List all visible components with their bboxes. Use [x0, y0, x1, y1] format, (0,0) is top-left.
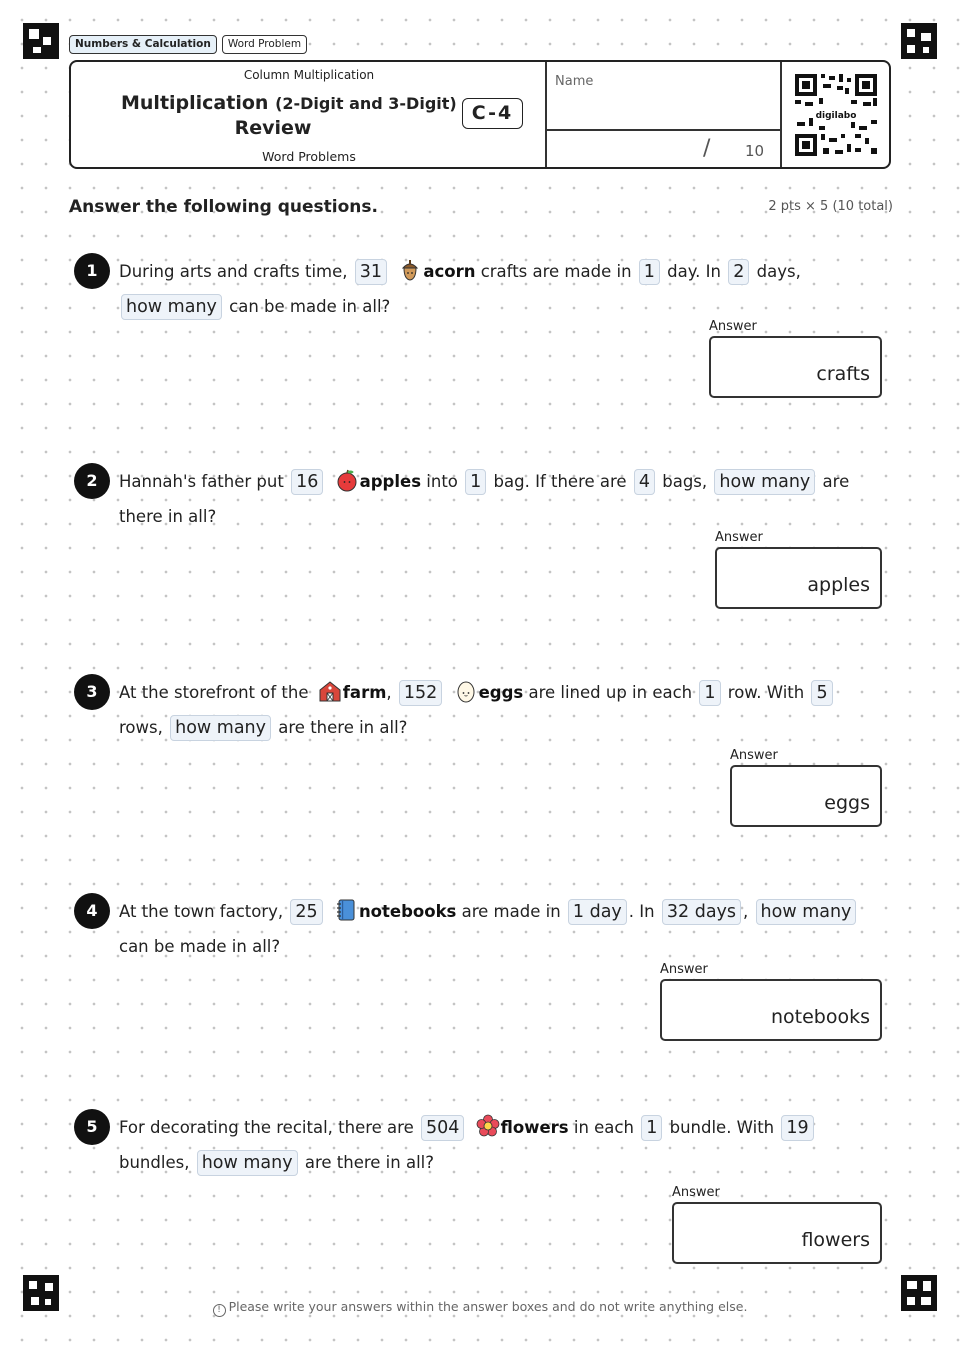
q3-text-part: rows, — [119, 718, 163, 737]
q2-number-box: 1 — [465, 469, 486, 495]
title-main: Multiplication — [121, 92, 269, 114]
q1-number-box: 1 — [639, 259, 660, 285]
q5-text-part: For decorating the recital, there are — [119, 1118, 414, 1137]
q3-number-box: 5 — [811, 680, 832, 706]
q1-number-box: 2 — [728, 259, 749, 285]
q5-text-part: bundle. With — [669, 1118, 775, 1137]
tag-word-problem: Word Problem — [222, 35, 307, 54]
info-icon: ! — [213, 1304, 226, 1317]
q5-number-box: 19 — [781, 1115, 813, 1141]
instructions: Answer the following questions. — [69, 197, 378, 217]
question-number-3: 3 — [74, 674, 110, 710]
q3-item-name: eggs — [478, 683, 524, 702]
q1-number-box: 31 — [355, 259, 387, 285]
q5-number-box: 1 — [641, 1115, 662, 1141]
title-small: (2-Digit and 3-Digit) — [275, 94, 457, 113]
answer-box-3[interactable] — [730, 765, 882, 827]
q1-item-name: acorn — [423, 262, 476, 281]
question-1-text — [119, 254, 879, 324]
worksheet-section: Word Problems — [262, 149, 356, 164]
worksheet-title — [121, 90, 457, 117]
acorn-icon — [398, 258, 422, 282]
apple-icon — [335, 468, 359, 492]
q4-text-part: , — [743, 902, 749, 921]
question-number-5: 5 — [74, 1109, 110, 1145]
q2-number-box: 16 — [291, 469, 323, 495]
q1-text-part: days, — [756, 262, 801, 281]
question-4-text — [119, 894, 879, 964]
q1-text-part: During arts and crafts time, — [119, 262, 348, 281]
q5-item-name: flowers — [500, 1118, 569, 1137]
barn-icon — [318, 679, 342, 703]
score-total: 10 — [745, 142, 765, 160]
q4-number-box: 25 — [290, 899, 322, 925]
q5-how-many-box: how many — [197, 1150, 298, 1176]
q3-text-part: are there in all? — [278, 718, 408, 737]
q2-how-many-box: how many — [714, 469, 815, 495]
q4-text-part: . In — [628, 902, 655, 921]
question-number-2: 2 — [74, 463, 110, 499]
notebook-icon — [334, 898, 358, 922]
q3-number-box: 1 — [699, 680, 720, 706]
answer-box-4[interactable] — [660, 979, 882, 1041]
answer-label-3: Answer — [730, 748, 778, 763]
tag-numbers-calculation: Numbers & Calculation — [69, 35, 217, 54]
qr-label: digilabo — [815, 111, 857, 121]
q2-item-name: apples — [359, 472, 422, 491]
worksheet-code: C-4 — [462, 98, 523, 129]
q4-number-box: 1 day — [568, 899, 627, 925]
answer-unit-5: flowers — [801, 1229, 870, 1251]
corner-marker-top-right — [901, 23, 937, 59]
answer-label-1: Answer — [709, 319, 757, 334]
q2-text-part: into — [426, 472, 458, 491]
worksheet-header — [69, 60, 891, 169]
q3-text-part: row. With — [727, 683, 805, 702]
q3-how-many-box: how many — [170, 715, 271, 741]
question-5-text — [119, 1110, 879, 1180]
q3-text-part: are lined up in each — [528, 683, 693, 702]
egg-icon — [454, 679, 478, 703]
question-2-text — [119, 464, 879, 534]
answer-label-5: Answer — [672, 1185, 720, 1200]
q4-number-box: 32 days — [662, 899, 741, 925]
q2-text-part: bag. If there are — [493, 472, 627, 491]
q4-item-name: notebooks — [358, 902, 457, 921]
q3-number-box: 152 — [399, 680, 442, 706]
q5-text-part: are there in all? — [304, 1153, 435, 1172]
q4-text-part: can be made in all? — [119, 937, 281, 956]
q4-text-part: At the town factory, — [119, 902, 284, 921]
q2-text-part: Hannah's father put — [119, 472, 284, 491]
q1-text-part: crafts are made in — [480, 262, 632, 281]
answer-box-2[interactable] — [715, 547, 882, 609]
q5-number-box: 504 — [421, 1115, 464, 1141]
divider — [545, 62, 547, 167]
name-field-label[interactable]: Name — [555, 74, 594, 89]
answer-unit-1: crafts — [816, 363, 870, 385]
flower-icon — [476, 1114, 500, 1138]
footer-text: Please write your answers within the answer boxes and do not write anything else. — [228, 1299, 748, 1314]
q3-text-part: At the storefront of the — [119, 683, 309, 702]
footer-note — [0, 1299, 960, 1317]
question-3-text — [119, 675, 879, 745]
q5-text-part: in each — [573, 1118, 634, 1137]
divider — [780, 62, 782, 167]
answer-unit-4: notebooks — [770, 1006, 870, 1028]
divider — [545, 129, 781, 131]
answer-label-2: Answer — [715, 530, 763, 545]
corner-marker-top-left — [23, 23, 59, 59]
q3-place-name: farm — [342, 683, 387, 702]
answer-box-1[interactable] — [709, 336, 882, 398]
points-info: 2 pts × 5 (10 total) — [768, 199, 893, 214]
question-number-1: 1 — [74, 253, 110, 289]
q4-how-many-box: how many — [756, 899, 857, 925]
q1-text-part: day. In — [667, 262, 721, 281]
answer-box-5[interactable] — [672, 1202, 882, 1264]
q2-number-box: 4 — [634, 469, 655, 495]
q4-text-part: are made in — [461, 902, 561, 921]
worksheet-subtitle: Column Multiplication — [243, 68, 375, 82]
q1-text-part: can be made in all? — [229, 297, 391, 316]
q1-how-many-box: how many — [121, 294, 222, 320]
q5-text-part: bundles, — [119, 1153, 190, 1172]
qr-code-icon — [793, 72, 879, 158]
q3-text-part: , — [386, 683, 392, 702]
answer-label-4: Answer — [660, 962, 708, 977]
q2-text-part: bags, — [662, 472, 708, 491]
worksheet-title-review: Review — [234, 117, 312, 139]
answer-unit-2: apples — [807, 574, 870, 596]
category-tags — [69, 35, 307, 54]
score-slash: / — [703, 136, 711, 161]
answer-unit-3: eggs — [824, 792, 870, 814]
q2-text-part: are there in all? — [119, 472, 850, 526]
question-number-4: 4 — [74, 893, 110, 929]
